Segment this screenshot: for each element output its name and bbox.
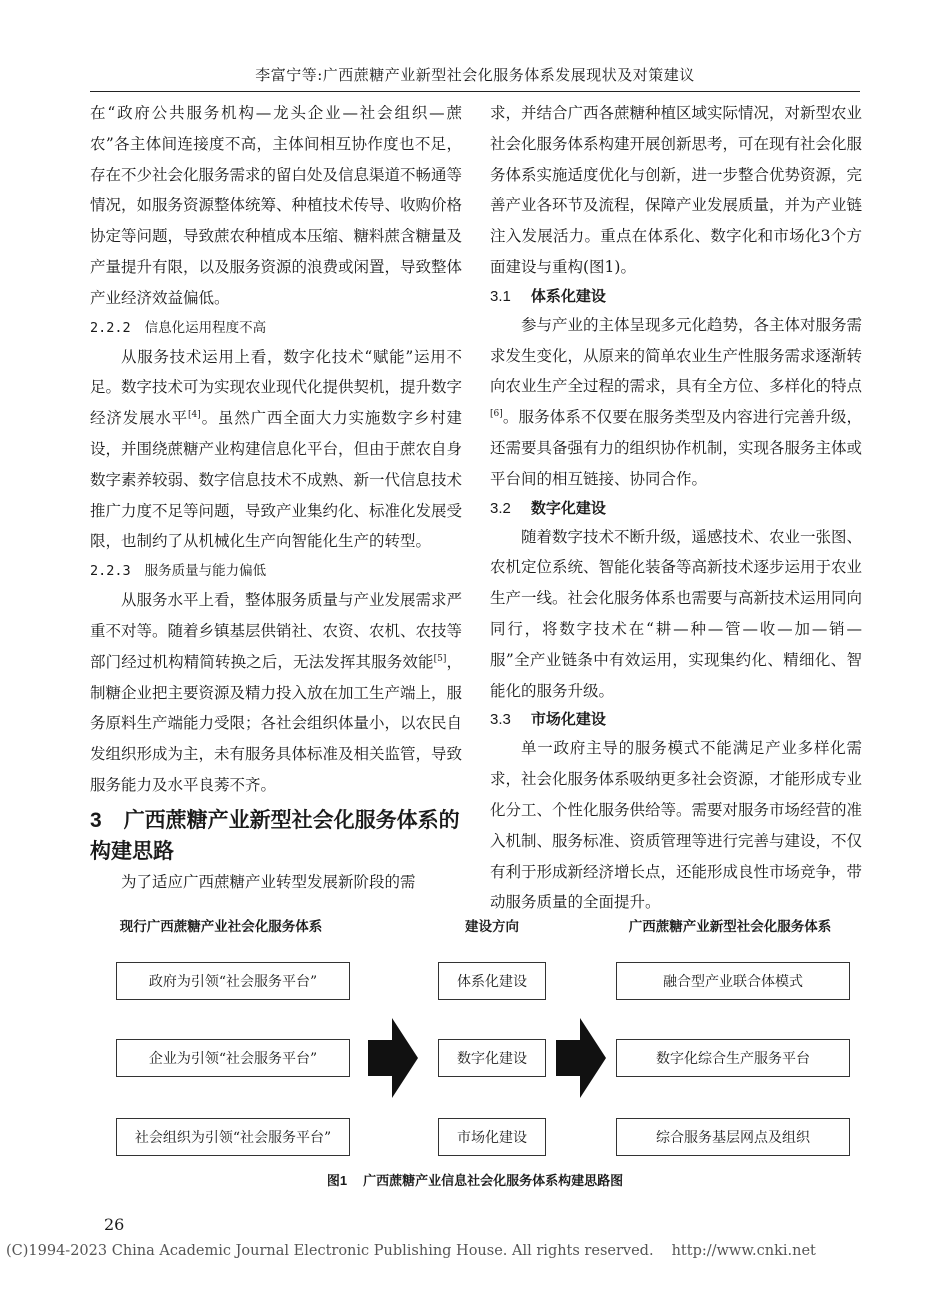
paragraph [490,310,862,495]
paragraph: 求，并结合广西各蔗糖种植区域实际情况，对新型农业社会化服务体系构建开展创新思考，可在现有社会化服务体系实施适度优化与创新，进一步整合优势资源，完善产业各环节及流程，保障产业发展质量，并为产业链注入发展活力。重点在体系化、数字化和市场化3个方面建设与重构(图1)。 [490,104,863,276]
section-number: 2.2.3 [90,563,131,580]
col2-box: 数字化建设 [438,1039,546,1077]
paragraph [90,342,462,558]
paragraph: 随着数字技术不断升级，遥感技术、农业一张图、农机定位系统、智能化装备等高新技术逐步运用于农业生产一线。社会化服务体系也需要与高新技术运用同向同行，将数字技术在“耕—种—管—收—加—销—服”全产业链条中有效运用，实现集约化、精细化、智能化的服务升级。 [490,527,863,700]
section-3-1-heading [490,283,862,310]
figure-caption [90,1170,860,1189]
text: ，制糖企业把主要资源及精力投入放在加工生产端上，服务原料生产端能力受限；各社会组织体量小，以农民自发组织形成为主，未有服务具体标准及相关监管，导致服务能力及水平良莠不齐。 [90,652,463,794]
left-column [90,98,462,898]
col3-box: 融合型产业联合体模式 [616,962,850,1000]
section-number: 3.3 [490,711,511,729]
col2-header: 建设方向 [465,919,519,934]
citation: [4] [187,410,201,421]
col3-box: 数字化综合生产服务平台 [616,1039,850,1077]
section-number: 2.2.2 [90,319,131,336]
paragraph [90,585,462,801]
section-3-heading [90,805,462,867]
col1-box: 企业为引领“社会服务平台” [116,1039,350,1077]
footer-url[interactable]: http://www.cnki.net [671,1243,816,1259]
text: 。服务体系不仅要在服务类型及内容进行完善升级，还需要具备强有力的组织协作机制，实现各服务主体或平台间的相互链接、协同合作。 [490,408,863,488]
copyright-text: (C)1994-2023 China Academic Journal Electronic Publishing House. All rights reserved. [6,1243,654,1259]
paragraph: 为了适应广西蔗糖产业转型发展新阶段的需 [121,872,416,891]
running-title: 李富宁等:广西蔗糖产业新型社会化服务体系发展现状及对策建议 [90,64,860,92]
right-column [490,98,862,918]
section-title: 广西蔗糖产业新型社会化服务体系的构建思路 [90,808,460,863]
right-arrow-icon [368,1018,418,1098]
paragraph: 单一政府主导的服务模式不能满足产业多样化需求，社会化服务体系吸纳更多社会资源，才能形成专业化分工、个性化服务供给等。需要对服务市场经营的准入机制、服务标准、资质管理等进行完善与建设，不仅有利于形成新经济增长点，还能形成良性市场竞争，带动服务质量的全面提升。 [490,739,863,912]
col1-header: 现行广西蔗糖产业社会化服务体系 [119,919,323,934]
text: 参与产业的主体呈现多元化趋势，各主体对服务需求发生变化，从原来的简单农业生产性服务需求逐渐转向农业生产全过程的需求，具有全方位、多样化的特点 [490,315,863,396]
text: 。虽然广西全面大力实施数字乡村建设，并围绕蔗糖产业构建信息化平台，但由于蔗农自身数字素养较弱、数字信息技术不成熟、新一代信息技术推广力度不足等问题，导致产业集约化、标准化发展受限，也制约了从机械化生产向智能化生产的转型。 [90,409,463,551]
col3-box: 综合服务基层网点及组织 [616,1118,850,1156]
section-title: 服务质量与能力偏低 [144,563,267,580]
section-title: 数字化建设 [530,499,606,517]
right-arrow-icon [556,1018,606,1098]
col1-box: 政府为引领“社会服务平台” [116,962,350,1000]
section-2-2-3-heading [90,559,462,583]
citation: [6] [490,409,503,420]
figure-1-diagram [90,905,860,1205]
section-2-2-2-heading [90,316,462,340]
section-number: 3 [90,808,102,832]
section-title: 信息化运用程度不高 [144,319,267,336]
text: 从服务技术运用上看，数字化技术“赋能”运用不足。数字技术可为实现农业现代化提供契机，提升数字经济发展水平 [90,347,463,428]
section-3-3-heading [490,706,862,733]
citation: [5] [433,653,447,664]
caption-number: 图1 [326,1173,348,1188]
caption-text: 广西蔗糖产业信息社会化服务体系构建思路图 [363,1173,624,1188]
section-number: 3.1 [490,287,511,305]
col3-header: 广西蔗糖产业新型社会化服务体系 [628,919,832,934]
section-title: 市场化建设 [530,711,606,729]
page-number: 26 [104,1215,125,1234]
footer [6,1243,816,1259]
paragraph: 在“政府公共服务机构—龙头企业—社会组织—蔗农”各主体间连接度不高，主体间相互协作度也不足，存在不少社会化服务需求的留白处及信息渠道不畅通等情况，如服务资源整体统筹、种植技术传导、收购价格协定等问题，导致蔗农种植成本压缩、糖料蔗含糖量及产量提升有限，以及服务资源的浪费或闲置，导致整体产业经济效益偏低。 [90,104,463,307]
section-number: 3.2 [490,499,511,517]
col2-box: 体系化建设 [438,962,546,1000]
text: 从服务水平上看，整体服务质量与产业发展需求严重不对等。随着乡镇基层供销社、农资、农机、农技等部门经过机构精简转换之后，无法发挥其服务效能 [90,591,463,671]
col1-box: 社会组织为引领“社会服务平台” [116,1118,350,1156]
section-3-2-heading [490,495,862,522]
col2-box: 市场化建设 [438,1118,546,1156]
section-title: 体系化建设 [530,287,606,305]
